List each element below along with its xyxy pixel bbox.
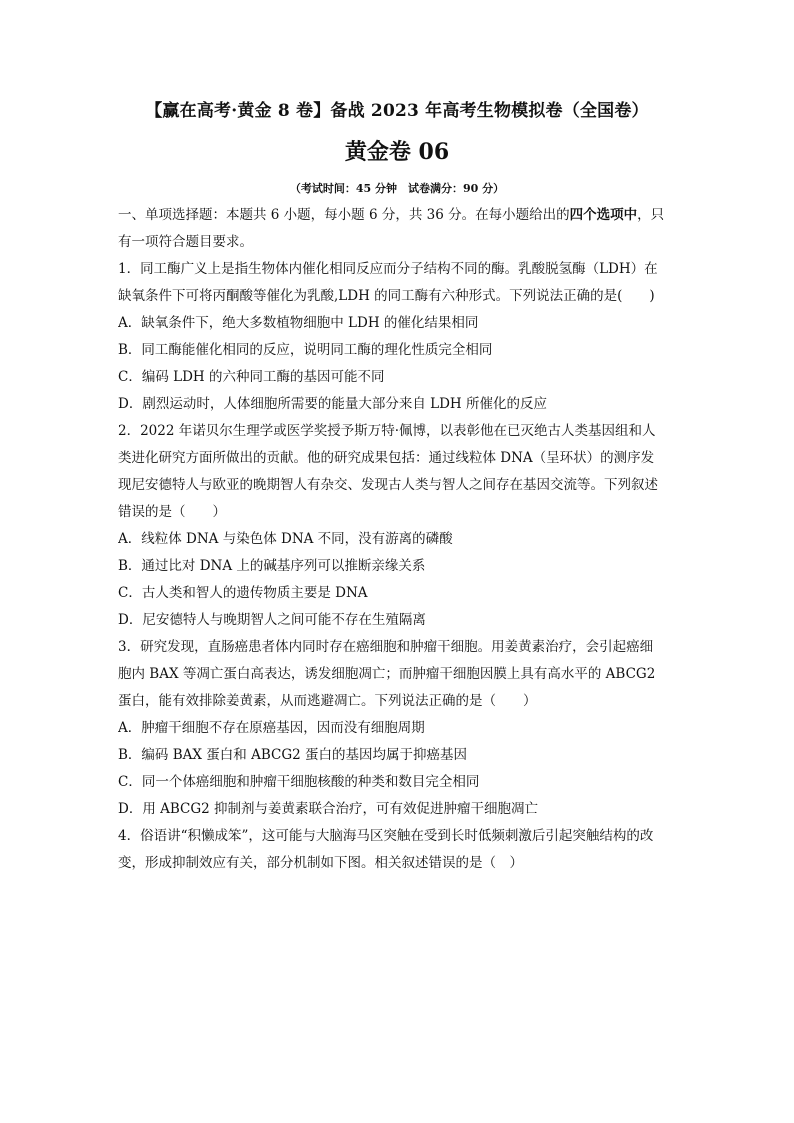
question-stem-line: 4．俗语讲“积懒成笨”，这可能与大脑海马区突触在受到长时低频刺激后引起突触结构的改 [118,828,654,844]
option-c: C．编码 LDH 的六种同工酶的基因可能不同 [118,369,385,385]
option-c: C．同一个体癌细胞和肿瘤干细胞核酸的种类和数目完全相同 [118,774,480,790]
option-a: A．线粒体 DNA 与染色体 DNA 不同，没有游离的磷酸 [118,531,453,547]
question-stem-line: 蛋白，能有效排除姜黄素，从而逃避凋亡。下列说法正确的是（ ） [118,693,537,709]
option-d: D．尼安德特人与晚期智人之间可能不存在生殖隔离 [118,612,426,628]
option-c: C．古人类和智人的遗传物质主要是 DNA [118,585,368,601]
question-stem-line: 现尼安德特人与欧亚的晚期智人有杂交、发现古人类与智人之间存在基因交流等。下列叙述 [118,477,658,493]
question-stem-line: 类进化研究方面所做出的贡献。他的研究成果包括：通过线粒体 DNA（呈环状）的测序发 [118,450,655,466]
question-stem-line: 胞内 BAX 等凋亡蛋白高表达，诱发细胞凋亡；而肿瘤干细胞因膜上具有高水平的 ABCG2 [118,666,656,682]
question-stem-line: 3．研究发现，直肠癌患者体内同时存在癌细胞和肿瘤干细胞。用姜黄素治疗，会引起癌细 [118,639,654,655]
option-b: B．同工酶能催化相同的反应，说明同工酶的理化性质完全相同 [118,342,493,358]
section-instructions-line-2: 有一项符合题目要求。 [118,234,253,250]
question-stem-line: 2．2022 年诺贝尔生理学或医学奖授予斯万特·佩博，以表彰他在已灭绝古人类基因组和人 [118,423,656,439]
question-2 [118,418,676,634]
document-body [118,202,676,877]
section-intro-text: 一、单项选择题：本题共 6 小题，每小题 6 分，共 36 分。在每小题给出的 [118,207,570,223]
question-1 [118,256,676,418]
question-stem-line: 缺氧条件下可将丙酮酸等催化为乳酸,LDH 的同工酶有六种形式。下列说法正确的是( ) [118,288,655,304]
document-title: 【赢在高考·黄金 8 卷】备战 2023 年高考生物模拟卷（全国卷） [145,101,649,121]
document-subtitle: 黄金卷 06 [344,139,450,165]
section-instructions [118,202,676,256]
option-a: A．缺氧条件下，绝大多数植物细胞中 LDH 的催化结果相同 [118,315,479,331]
question-stem-line: 1．同工酶广义上是指生物体内催化相同反应而分子结构不同的酶。乳酸脱氢酶（LDH）在 [118,261,658,277]
section-intro-emphasis: 四个选项中 [569,207,638,223]
section-intro-tail: ，只 [637,207,665,223]
question-stem-line: 错误的是（ ） [118,504,226,520]
option-a: A．肿瘤干细胞不存在原癌基因，因而没有细胞周期 [118,720,425,736]
option-d: D．剧烈运动时，人体细胞所需要的能量大部分来自 LDH 所催化的反应 [118,396,547,412]
question-3 [118,634,676,823]
option-b: B．编码 BAX 蛋白和 ABCG2 蛋白的基因均属于抑癌基因 [118,747,467,763]
exam-info: （考试时间：45 分钟 试卷满分：90 分） [289,182,505,195]
question-4 [118,823,676,877]
question-stem-line: 变，形成抑制效应有关，部分机制如下图。相关叙述错误的是（ ） [118,855,523,871]
option-b: B．通过比对 DNA 上的碱基序列可以推断亲缘关系 [118,558,426,574]
section-instructions-line-1 [118,202,676,229]
option-d: D．用 ABCG2 抑制剂与姜黄素联合治疗，可有效促进肿瘤干细胞凋亡 [118,801,539,817]
